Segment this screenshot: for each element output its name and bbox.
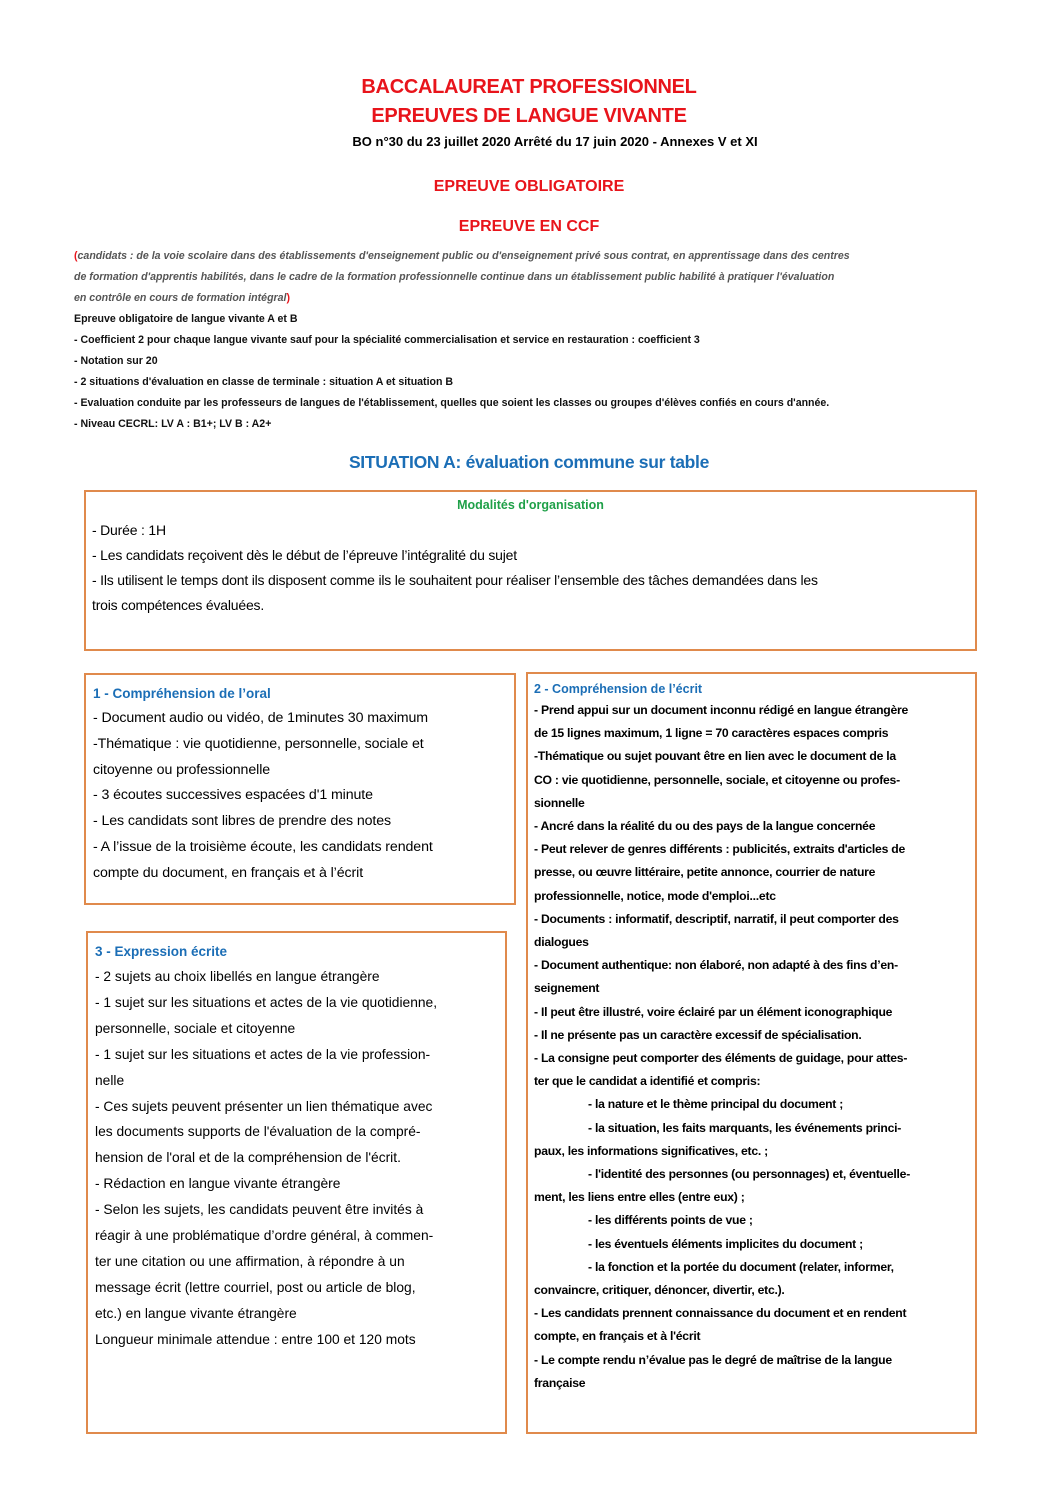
expression-line: ter une citation ou une affirmation, à répondre à un [95, 1253, 405, 1269]
ecrit-line: -Thématique ou sujet pouvant être en lien avec le document de la [534, 749, 896, 764]
oral-line: - Les candidats sont libres de prendre des notes [93, 813, 392, 830]
expression-line: - Ces sujets peuvent présenter un lien thématique avec [95, 1098, 433, 1114]
ecrit-line: - la fonction et la portée du document (relater, informer, [588, 1259, 894, 1274]
ecrit-line: professionnelle, notice, mode d'emploi...etc [534, 888, 776, 903]
oral-line: -Thématique : vie quotidienne, personnelle, sociale et [93, 735, 424, 752]
oral-line: - A l’issue de la troisième écoute, les candidats rendent [93, 838, 433, 855]
ecrit-line: - Il ne présente pas un caractère excessif de spécialisation. [534, 1027, 862, 1042]
ecrit-line: - la situation, les faits marquants, les événements princi- [588, 1120, 902, 1135]
ecrit-line: ter que le candidat a identifié et compris: [534, 1074, 761, 1089]
comprehension-ecrit-box [526, 672, 977, 1434]
expression-line: - 1 sujet sur les situations et actes de la vie quotidienne, [95, 994, 438, 1010]
ecrit-line: dialogues [534, 935, 589, 950]
ecrit-line: presse, ou œuvre littéraire, petite annonce, courrier de nature [534, 865, 876, 880]
document-subtitle: EPREUVES DE LANGUE VIVANTE [371, 105, 687, 127]
modalites-line: - Durée : 1H [92, 522, 166, 538]
candidats-line-1: candidats : de la voie scolaire dans des établissements d'enseignement public ou d'enseignement privé sous contrat, en apprentissage dans des centres [77, 250, 850, 262]
intro-line: Epreuve obligatoire de langue vivante A et B [74, 313, 298, 325]
ecrit-line: - Peut relever de genres différents : publicités, extraits d'articles de [534, 842, 905, 857]
ecrit-line: - les différents points de vue ; [588, 1213, 753, 1228]
ecrit-line: de 15 lignes maximum, 1 ligne = 70 caractères espaces compris [534, 726, 889, 741]
oral-line: - Document audio ou vidéo, de 1minutes 30 maximum [93, 710, 428, 726]
expression-line: - Selon les sujets, les candidats peuvent être invités à [95, 1202, 424, 1218]
comprehension-ecrit-lines [534, 699, 969, 1395]
expression-line: - 1 sujet sur les situations et actes de la vie profession- [95, 1046, 431, 1062]
ecrit-line: - la nature et le thème principal du document ; [588, 1097, 844, 1112]
epreuve-obligatoire-heading: EPREUVE OBLIGATOIRE [433, 178, 625, 195]
intro-line: - Notation sur 20 [74, 355, 158, 367]
ecrit-line: seignement [534, 981, 600, 996]
ecrit-line: ment, les liens entre elles (entre eux) ; [534, 1190, 745, 1205]
expression-line: - 2 sujets au choix libellés en langue étrangère [95, 969, 380, 984]
oral-line: citoyenne ou professionnelle [93, 761, 271, 778]
intro-line: - Evaluation conduite par les professeurs de langues de l'établissement, quelles que soient les classes ou groupes d'élèves confiés en cours d'année. [74, 397, 830, 409]
modalites-box [84, 490, 977, 651]
expression-ecrite-heading: 3 - Expression écrite [95, 944, 228, 959]
expression-line: etc.) en langue vivante étrangère [95, 1305, 297, 1321]
ecrit-line: - Document authentique: non élaboré, non adapté à des fins d’en- [534, 958, 898, 973]
ecrit-line: - les éventuels éléments implicites du document ; [588, 1236, 863, 1251]
ecrit-line: - Il peut être illustré, voire éclairé par un élément iconographique [534, 1004, 893, 1019]
modalites-line: trois compétences évaluées. [92, 597, 265, 613]
candidats-line-2: de formation d'apprentis habilités, dans le cadre de la formation professionnelle continue dans un établissement public habilité à pratiquer l'évaluation [74, 271, 835, 283]
ecrit-line: sionnelle [534, 795, 585, 810]
modalites-line: - Ils utilisent le temps dont ils disposent comme ils le souhaitent pour réaliser l’ensemble des tâches demandées dans les [92, 572, 818, 588]
ecrit-line: française [534, 1375, 586, 1390]
intro-line: - Niveau CECRL: LV A : B1+; LV B : A2+ [74, 418, 272, 430]
expression-line: Longueur minimale attendue : entre 100 et 120 mots [95, 1331, 416, 1347]
expression-line: hension de l'oral et de la compréhension de l'écrit. [95, 1150, 401, 1166]
modalites-line: - Les candidats reçoivent dès le début de l’épreuve l’intégralité du sujet [92, 547, 517, 563]
ecrit-line: - Les candidats prennent connaissance du document et en rendent [534, 1306, 907, 1321]
expression-line: réagir à une problématique d’ordre général, à commen- [95, 1228, 434, 1244]
modalites-heading: Modalités d'organisation [457, 498, 604, 512]
intro-line: - 2 situations d'évaluation en classe de terminale : situation A et situation B [74, 376, 454, 388]
expression-line: message écrit (lettre courriel, post ou article de blog, [95, 1279, 416, 1295]
ecrit-line: - Ancré dans la réalité du ou des pays de la langue concernée [534, 819, 876, 834]
situation-a-heading: SITUATION A: évaluation commune sur table [348, 452, 710, 472]
epreuve-ccf-heading: EPREUVE EN CCF [458, 218, 600, 235]
oral-line: compte du document, en français et à l’écrit [93, 864, 364, 881]
intro-block [74, 246, 984, 435]
ecrit-line: - La consigne peut comporter des éléments de guidage, pour attes- [534, 1051, 908, 1066]
ecrit-line: CO : vie quotidienne, personnelle, sociale, et citoyenne ou profes- [534, 772, 900, 787]
expression-line: nelle [95, 1072, 125, 1088]
expression-ecrite-box [86, 931, 507, 1434]
expression-line: - Rédaction en langue vivante étrangère [95, 1176, 341, 1192]
document-title: BACCALAUREAT PROFESSIONNEL [361, 76, 697, 98]
ecrit-line: compte, en français et à l'écrit [534, 1329, 701, 1344]
comprehension-ecrit-heading: 2 - Compréhension de l’écrit [534, 682, 703, 696]
ecrit-line: - Prend appui sur un document inconnu rédigé en langue étrangère [534, 703, 909, 717]
expression-line: personnelle, sociale et citoyenne [95, 1020, 296, 1036]
ecrit-line: paux, les informations significatives, etc. ; [534, 1143, 768, 1158]
ecrit-line: - Documents : informatif, descriptif, narratif, il peut comporter des [534, 911, 899, 926]
ecrit-line: convaincre, critiquer, dénoncer, divertir, etc.). [534, 1283, 785, 1298]
candidats-line-3: en contrôle en cours de formation intégral [74, 292, 287, 304]
ecrit-line: - Le compte rendu n’évalue pas le degré de maîtrise de la langue [534, 1352, 892, 1367]
expression-line: les documents supports de l'évaluation de la compré- [95, 1124, 421, 1140]
intro-line: - Coefficient 2 pour chaque langue vivante sauf pour la spécialité commercialisation et service en restauration : coefficient 3 [74, 334, 700, 346]
oral-line: - 3 écoutes successives espacées d'1 minute [93, 787, 373, 804]
comprehension-oral-box [84, 673, 516, 905]
comprehension-oral-heading: 1 - Compréhension de l’oral [93, 686, 271, 701]
candidats-note: (candidats : de la voie scolaire dans des établissements d'enseignement public ou d'enseignement privé sous contrat, en apprentissage dans des centres de formation d'apprentis habilités, dans le cadre de la formation professionnelle continue dans un établissement public habilité à pratiquer l'évaluation en contrôle en cours de formation intégral) [74, 250, 850, 304]
legal-reference: BO n°30 du 23 juillet 2020 Arrêté du 17 juin 2020 - Annexes V et XI [352, 134, 758, 149]
ecrit-line: - l'identité des personnes (ou personnages) et, éventuelle- [588, 1167, 911, 1182]
